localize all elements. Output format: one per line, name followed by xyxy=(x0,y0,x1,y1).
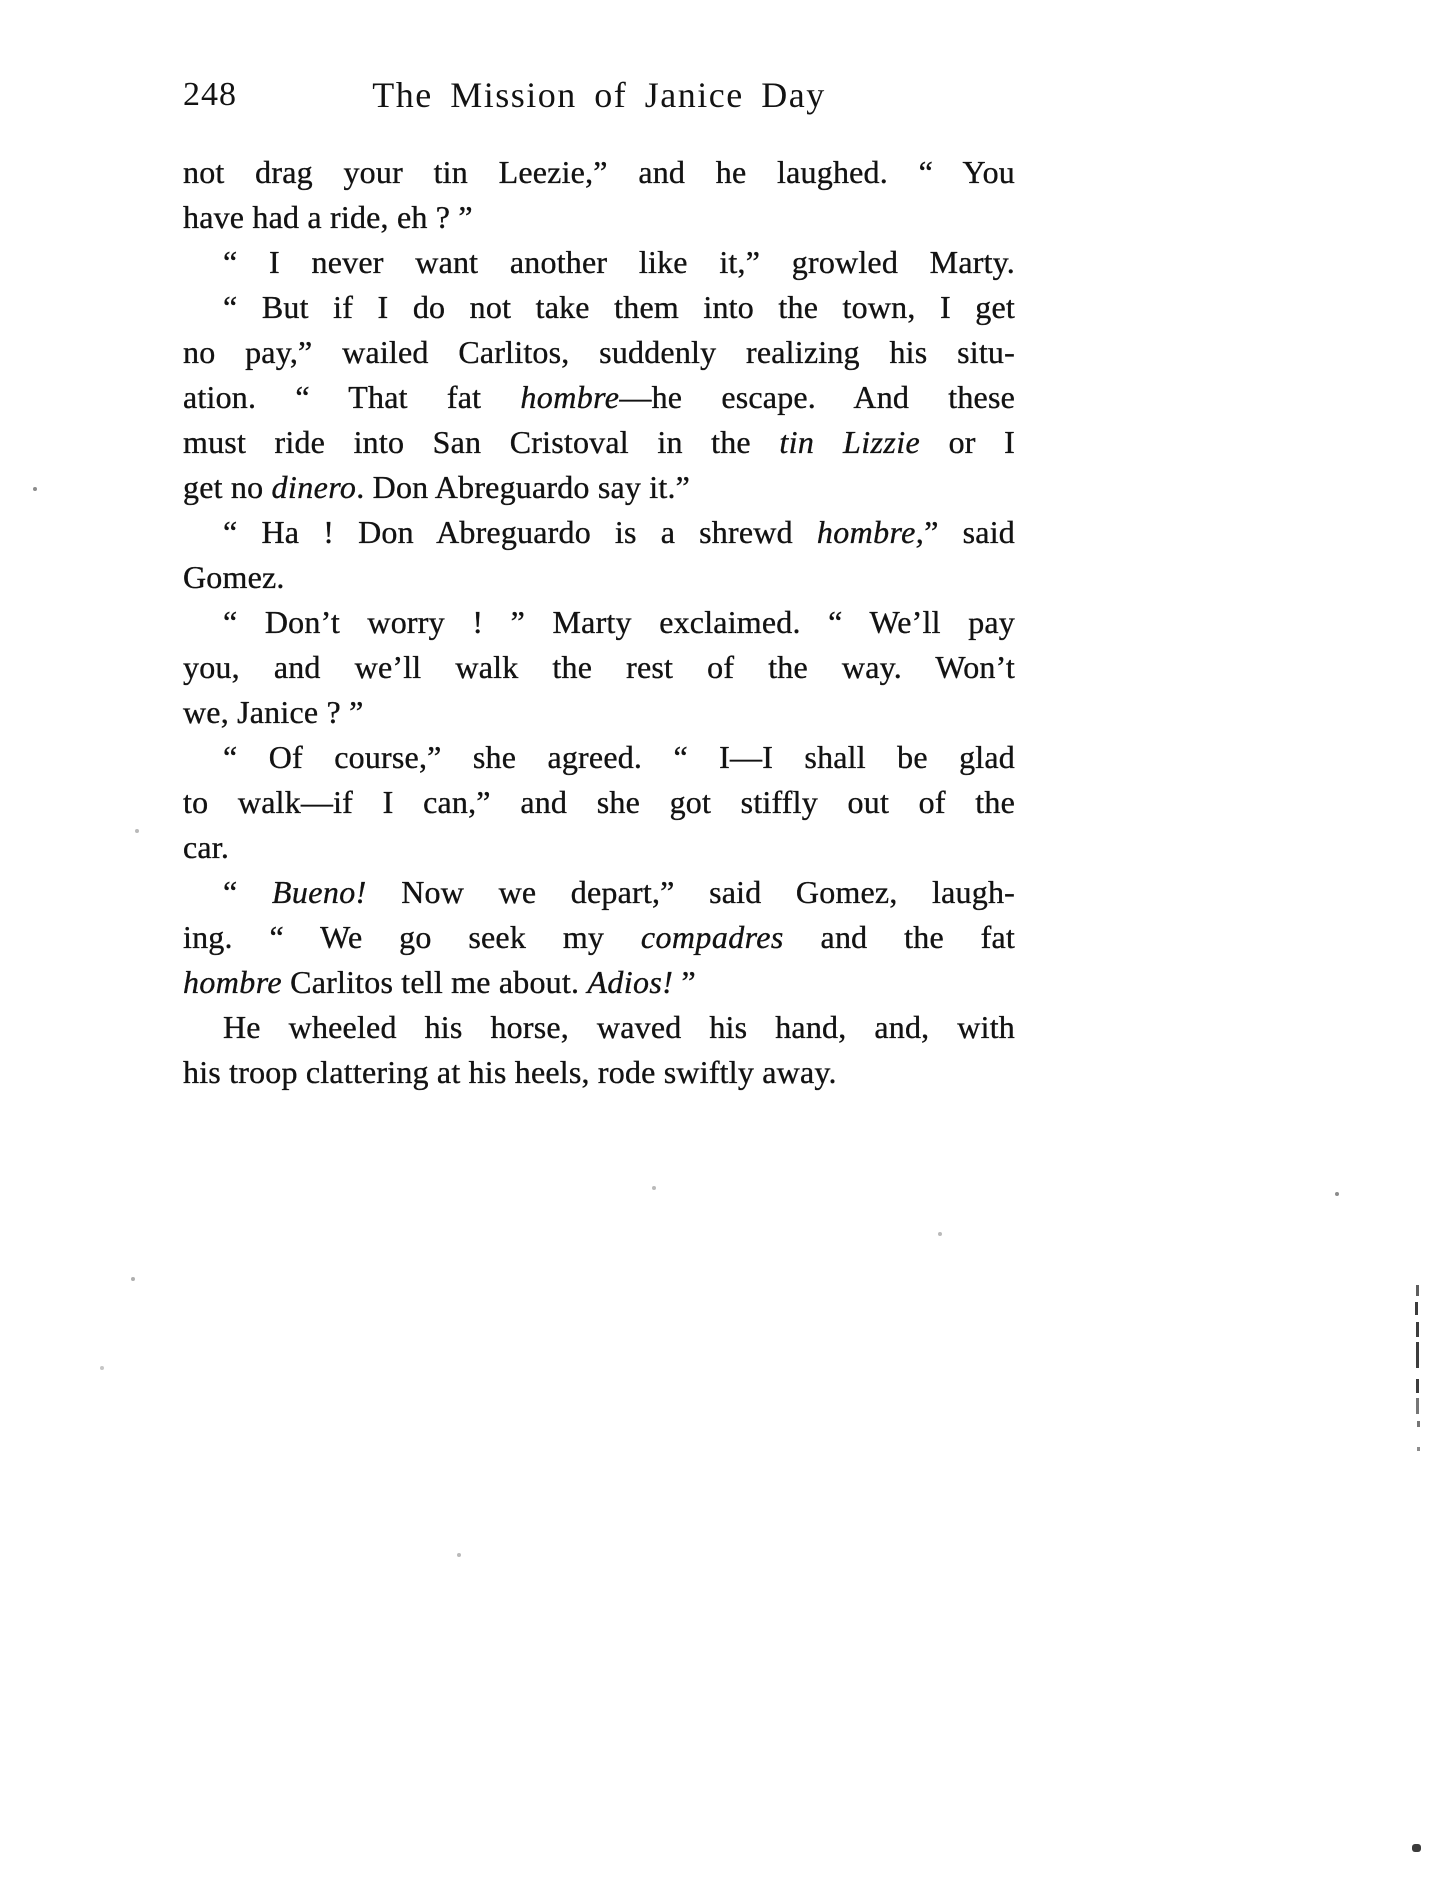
text-segment: “ Of course,” she agreed. “ I—I shall be glad xyxy=(223,739,1015,775)
scan-speck xyxy=(457,1553,461,1557)
text-line xyxy=(183,195,1015,240)
scan-speck xyxy=(938,1232,942,1236)
text-segment: “ I never want another like it,” growled Marty. xyxy=(223,244,1015,280)
text-segment: Gomez. xyxy=(183,559,285,595)
text-line xyxy=(183,960,1015,1005)
italic-text-segment: tin Lizzie xyxy=(779,424,921,460)
text-line xyxy=(183,780,1015,825)
scan-mark xyxy=(1415,1302,1418,1315)
scan-mark xyxy=(1416,1322,1419,1337)
text-line xyxy=(183,555,1015,600)
text-segment: his troop clattering at his heels, rode swiftly away. xyxy=(183,1054,837,1090)
text-segment: . Don Abreguardo say it.” xyxy=(356,469,691,505)
text-segment: have had a ride, eh ? ” xyxy=(183,199,473,235)
page-number: 248 xyxy=(183,76,237,113)
text-line xyxy=(183,1050,1015,1095)
text-segment: no pay,” wailed Carlitos, suddenly realizing his situ- xyxy=(183,334,1015,370)
text-segment: “ xyxy=(223,874,272,910)
body-text xyxy=(183,150,1015,1095)
text-segment: and the fat xyxy=(783,919,1015,955)
text-line xyxy=(183,825,1015,870)
italic-text-segment: Adios! xyxy=(587,964,674,1000)
scan-mark xyxy=(1416,1342,1419,1368)
text-segment: car. xyxy=(183,829,230,865)
text-line xyxy=(183,735,1015,780)
text-segment: “ But if I do not take them into the town, I get xyxy=(223,289,1015,325)
text-line xyxy=(183,690,1015,735)
text-line xyxy=(183,600,1015,645)
italic-text-segment: hombre xyxy=(183,964,282,1000)
text-line xyxy=(183,915,1015,960)
text-segment: or I xyxy=(920,424,1016,460)
text-segment: we, Janice ? ” xyxy=(183,694,364,730)
italic-text-segment: dinero xyxy=(271,469,357,505)
scan-speck xyxy=(135,829,139,833)
text-line xyxy=(183,375,1015,420)
text-line xyxy=(183,870,1015,915)
italic-text-segment: hombre, xyxy=(816,514,925,550)
text-segment: you, and we’ll walk the rest of the way. Won’t xyxy=(183,649,1015,685)
scan-mark xyxy=(1416,1285,1419,1296)
italic-text-segment: Bueno! xyxy=(271,874,367,910)
text-segment: not drag your tin Leezie,” and he laughed. “ You xyxy=(183,154,1015,190)
text-segment: ” xyxy=(673,964,696,1000)
text-segment: ation. “ That fat xyxy=(183,379,521,415)
text-segment: “ Ha ! Don Abreguardo is a shrewd xyxy=(223,514,817,550)
scan-mark xyxy=(1416,1398,1419,1414)
text-line xyxy=(183,240,1015,285)
text-segment: Now we depart,” said Gomez, laugh- xyxy=(366,874,1015,910)
scan-mark xyxy=(1412,1844,1421,1852)
page-header xyxy=(183,74,1015,124)
text-segment: He wheeled his horse, waved his hand, and, with xyxy=(223,1009,1015,1045)
text-line xyxy=(183,150,1015,195)
italic-text-segment: compadres xyxy=(640,919,784,955)
scan-speck xyxy=(1335,1192,1339,1196)
text-line xyxy=(183,1005,1015,1050)
italic-text-segment: hombre xyxy=(520,379,620,415)
scan-mark xyxy=(1417,1447,1420,1451)
text-line xyxy=(183,330,1015,375)
text-segment: Carlitos tell me about. xyxy=(281,964,588,1000)
scan-mark xyxy=(1417,1421,1420,1427)
scan-mark xyxy=(1416,1379,1419,1393)
text-line xyxy=(183,465,1015,510)
scan-speck xyxy=(33,487,37,491)
text-segment: —he escape. And these xyxy=(619,379,1015,415)
scan-speck xyxy=(652,1186,656,1190)
running-title: The Mission of Janice Day xyxy=(372,75,826,115)
text-line xyxy=(183,285,1015,330)
text-segment: get no xyxy=(183,469,272,505)
text-line xyxy=(183,510,1015,555)
text-line xyxy=(183,420,1015,465)
text-segment: must ride into San Cristoval in the xyxy=(183,424,780,460)
text-segment: ” said xyxy=(924,514,1015,550)
scan-speck xyxy=(100,1366,104,1370)
text-segment: to walk—if I can,” and she got stiffly out of the xyxy=(183,784,1015,820)
text-segment: “ Don’t worry ! ” Marty exclaimed. “ We’ll pay xyxy=(223,604,1015,640)
text-line xyxy=(183,645,1015,690)
text-segment: ing. “ We go seek my xyxy=(183,919,641,955)
scan-speck xyxy=(131,1277,135,1281)
